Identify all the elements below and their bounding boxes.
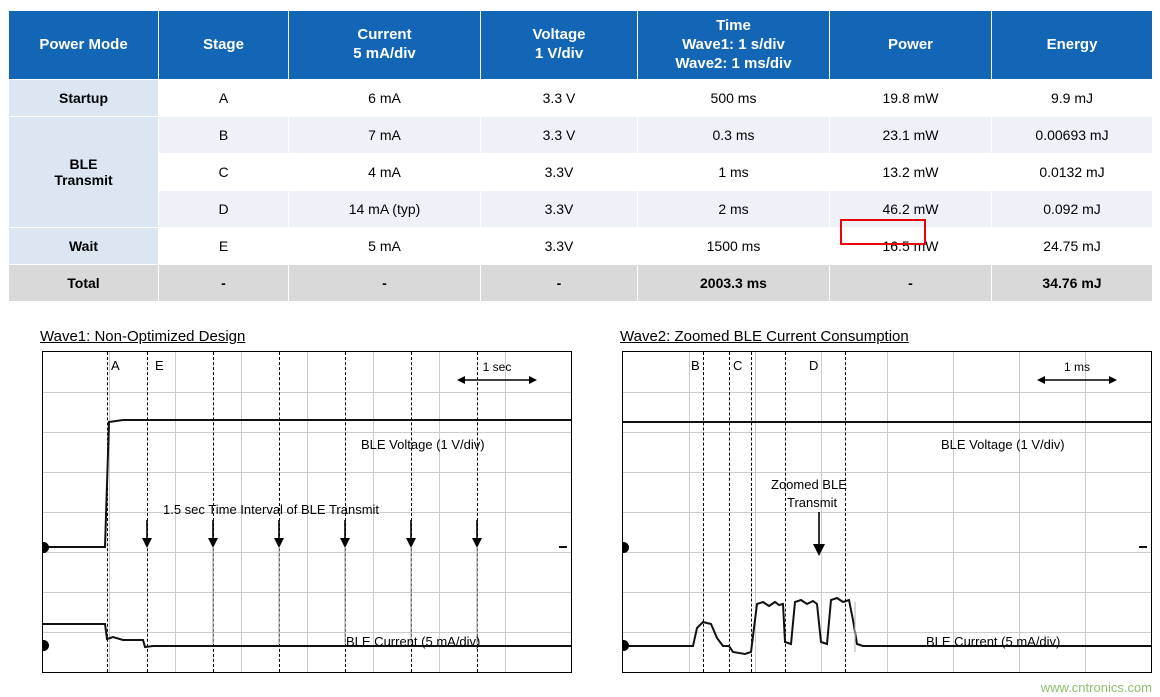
- cell-power-mode-line2: Transmit: [54, 172, 113, 189]
- header-voltage-line2: 1 V/div: [534, 45, 584, 63]
- cell-power: -: [830, 265, 992, 302]
- cell-energy: 9.9 mJ: [992, 80, 1153, 117]
- cell-voltage: 3.3V: [481, 191, 638, 228]
- wave2-stage-c-label: C: [733, 358, 743, 373]
- table-row: [9, 154, 1153, 191]
- wave1-panel: [8, 328, 572, 673]
- wave2-title: Wave2: Zoomed BLE Current Consumption: [620, 328, 909, 345]
- cell-power: 46.2 mW: [830, 191, 992, 228]
- cell-power-mode: Wait: [9, 228, 159, 265]
- table-row: [9, 117, 1153, 154]
- header-voltage-line1: Voltage: [532, 26, 586, 44]
- header-stage: Stage: [159, 11, 289, 80]
- header-time: [638, 11, 830, 80]
- cell-time: 2 ms: [638, 191, 830, 228]
- wave2-timebase: 1 ms: [1037, 360, 1117, 384]
- wave2-stage-d-label: D: [809, 358, 819, 373]
- header-time-line1: Time: [716, 17, 751, 34]
- wave1-stage-a-label: A: [111, 358, 120, 373]
- cell-current: -: [289, 265, 481, 302]
- table-row: [9, 80, 1153, 117]
- cell-energy: 0.092 mJ: [992, 191, 1153, 228]
- wave2-voltage-label: BLE Voltage (1 V/div): [941, 437, 1065, 452]
- cell-power-mode: Total: [9, 265, 159, 302]
- wave2-zoom-note-line1: Zoomed BLE: [771, 477, 847, 492]
- header-energy: Energy: [992, 11, 1153, 80]
- cell-energy: 24.75 mJ: [992, 228, 1153, 265]
- wave2-panel: [588, 328, 1152, 673]
- wave2-traces: [623, 352, 1151, 672]
- cell-power: 16.5 mW: [830, 228, 992, 265]
- cell-power: 19.8 mW: [830, 80, 992, 117]
- header-time-line3: Wave2: 1 ms/div: [675, 54, 792, 72]
- cell-power-mode: [9, 117, 159, 228]
- wave1-timebase: 1 sec: [457, 360, 537, 384]
- watermark: www.cntronics.com: [1040, 680, 1152, 695]
- cell-power-mode: Startup: [9, 80, 159, 117]
- wave2-scope: [622, 351, 1152, 673]
- wave1-stage-e-label: E: [155, 358, 164, 373]
- wave1-scope: [42, 351, 572, 673]
- cell-time: 1 ms: [638, 154, 830, 191]
- power-consumption-table: [8, 10, 1153, 302]
- cell-energy: 0.00693 mJ: [992, 117, 1153, 154]
- cell-voltage: 3.3 V: [481, 117, 638, 154]
- cell-current: 4 mA: [289, 154, 481, 191]
- header-power-mode: Power Mode: [9, 11, 159, 80]
- cell-stage: C: [159, 154, 289, 191]
- wave2-current-label: BLE Current (5 mA/div): [926, 634, 1061, 649]
- table-row-total: [9, 265, 1153, 302]
- cell-energy: 34.76 mJ: [992, 265, 1153, 302]
- cell-voltage: 3.3V: [481, 154, 638, 191]
- wave2-zoom-note-line2: Transmit: [787, 495, 838, 510]
- header-current-line1: Current: [357, 26, 412, 44]
- cell-voltage: 3.3 V: [481, 80, 638, 117]
- cell-current: 6 mA: [289, 80, 481, 117]
- cell-stage: B: [159, 117, 289, 154]
- cell-stage: A: [159, 80, 289, 117]
- cell-energy: 0.0132 mJ: [992, 154, 1153, 191]
- table-row: [9, 191, 1153, 228]
- wave1-title: Wave1: Non-Optimized Design: [40, 328, 246, 345]
- header-power: Power: [830, 11, 992, 80]
- power-table-container: [8, 10, 1152, 302]
- wave1-current-label: BLE Current (5 mA/div): [346, 634, 481, 649]
- header-current-line2: 5 mA/div: [353, 45, 416, 63]
- table-header-row: [9, 11, 1153, 80]
- cell-power: 13.2 mW: [830, 154, 992, 191]
- wave2-stage-b-label: B: [691, 358, 700, 373]
- cell-current: 14 mA (typ): [289, 191, 481, 228]
- cell-power: 23.1 mW: [830, 117, 992, 154]
- cell-current: 7 mA: [289, 117, 481, 154]
- cell-time: 0.3 ms: [638, 117, 830, 154]
- cell-current: 5 mA: [289, 228, 481, 265]
- cell-voltage: 3.3V: [481, 228, 638, 265]
- table-row: [9, 228, 1153, 265]
- cell-time: 2003.3 ms: [638, 265, 830, 302]
- header-voltage: [481, 11, 638, 80]
- cell-stage: -: [159, 265, 289, 302]
- cell-stage: E: [159, 228, 289, 265]
- cell-power-mode-line1: BLE: [69, 156, 98, 173]
- cell-voltage: -: [481, 265, 638, 302]
- cell-stage: D: [159, 191, 289, 228]
- wave1-voltage-label: BLE Voltage (1 V/div): [361, 437, 485, 452]
- cell-time: 500 ms: [638, 80, 830, 117]
- header-time-line2: Wave1: 1 s/div: [682, 35, 785, 53]
- header-current: [289, 11, 481, 80]
- cell-time: 1500 ms: [638, 228, 830, 265]
- wave1-interval-note: 1.5 sec Time Interval of BLE Transmit: [163, 502, 380, 517]
